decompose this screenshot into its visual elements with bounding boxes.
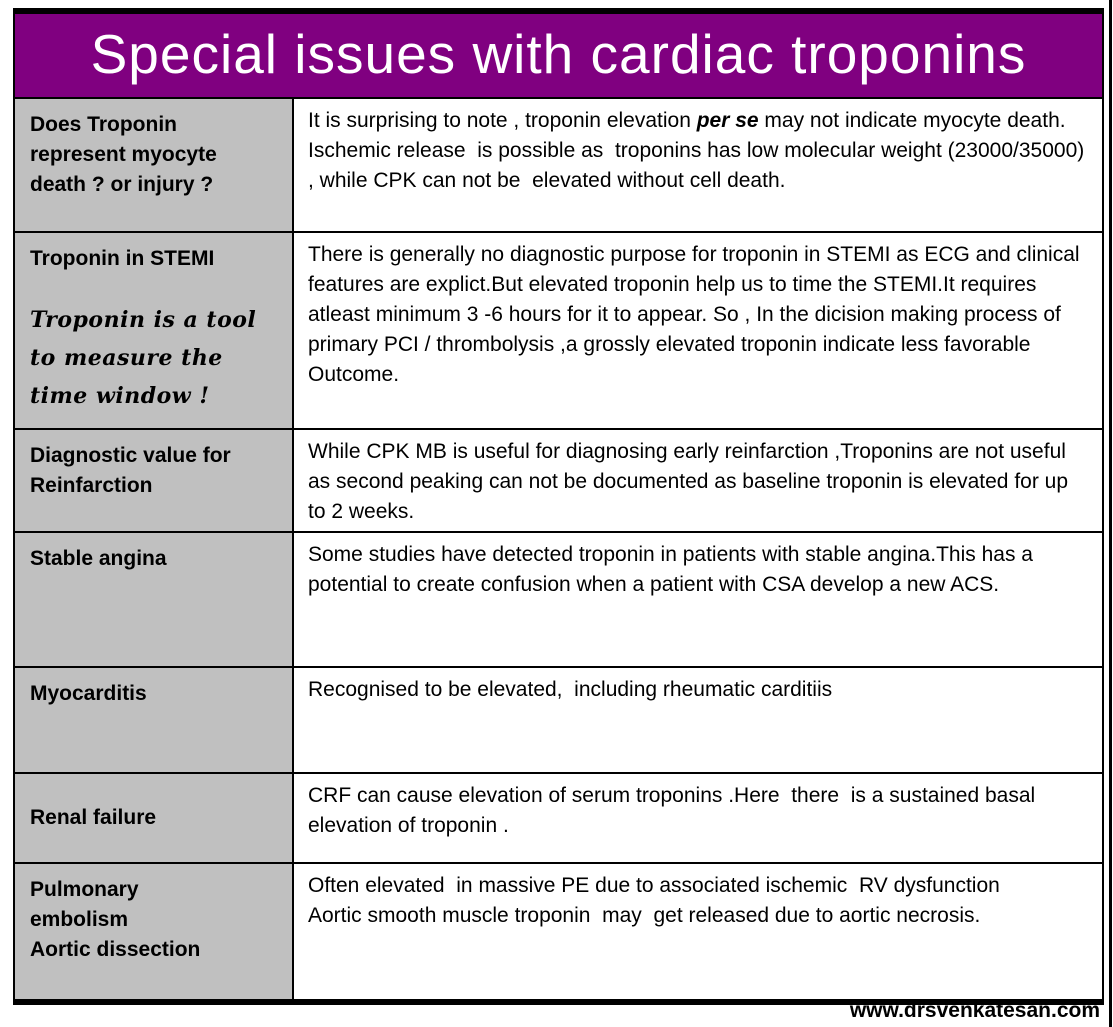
emphasized-text: per se [696,109,759,132]
row-sublabel-line: to measure the [30,345,223,371]
row-label-line: Stable angina [30,547,167,570]
row-description-cell [293,863,1103,1002]
row-description-cell [293,98,1103,232]
row-label-line: Diagnostic value for [30,444,231,467]
troponin-issues-table [13,97,1104,1005]
description-paragraph [308,675,1086,705]
description-text: Aortic smooth muscle troponin may get released due to aortic necrosis. [308,904,981,927]
description-text: Often elevated in massive PE due to associated ischemic RV dysfunction [308,874,1000,897]
row-description-cell [293,429,1103,532]
page-title: Special issues with cardiac troponins [90,22,1027,85]
description-text: It is surprising to note , troponin elevation [308,109,697,132]
description-text: Some studies have detected troponin in patients with stable angina.This has a potential to create confusion when a patient with CSA develop a new ACS. [308,543,1039,596]
description-paragraph [308,781,1086,841]
description-paragraph [308,240,1086,390]
description-text: Recognised to be elevated, including rheumatic carditiis [308,678,833,701]
row-label-line: Does Troponin [30,113,177,136]
row-label-cell [14,532,293,667]
row-label-cell [14,667,293,773]
description-paragraph [308,540,1086,600]
description-text: CRF can cause elevation of serum troponins .Here there is a sustained basal elevation of troponin . [308,784,1047,837]
table-row-troponin-in-stemi [14,232,1103,429]
slide [13,8,1104,1005]
row-label-line: Troponin in STEMI [30,247,215,270]
row-description-cell [293,667,1103,773]
row-description-cell [293,773,1103,863]
row-label-cell [14,863,293,1002]
description-paragraph [308,106,1091,196]
row-label-cell [14,773,293,863]
row-label-line: Reinfarction [30,474,153,497]
row-description-cell [293,232,1103,429]
description-paragraph [308,901,1086,931]
table-row-stable-angina [14,532,1103,667]
description-text: may not indicate myocyte death. Ischemic release is possible as troponins has low molecular weight (23000/35000) , while CPK can not be elevated without cell death. [308,109,1091,192]
row-label-line: death ? or injury ? [30,173,214,196]
website-watermark: www.drsvenkatesan.com [849,999,1100,1022]
table-row-myocarditis [14,667,1103,773]
row-label-line: Aortic dissection [30,938,201,961]
table-row-myocyte-death-or-injury [14,98,1103,232]
row-sublabel-line: Troponin is a tool [30,307,257,333]
description-text: While CPK MB is useful for diagnosing early reinfarction ,Troponins are not useful as second peaking can not be documented as baseline troponin is elevated for up to 2 weeks. [308,440,1074,523]
description-paragraph [308,437,1086,527]
row-label-cell [14,429,293,532]
description-paragraph [308,871,1086,901]
row-label-cell [14,232,293,429]
row-label-cell [14,98,293,232]
page-right-edge-line [1109,0,1112,1027]
row-label-line: embolism [30,908,129,931]
row-description-cell [293,532,1103,667]
table-body [14,98,1103,1002]
table-row-pulmonary-embolism-aortic-dissection [14,863,1103,1002]
row-label-line: Renal failure [30,806,157,829]
table-row-renal-failure [14,773,1103,863]
row-sublabel-line: time window ! [30,383,210,409]
table-row-diagnostic-value-for-reinfarction [14,429,1103,532]
row-label-line: represent myocyte [30,143,217,166]
title-banner [13,8,1104,97]
row-label-line: Myocarditis [30,682,147,705]
row-label-line: Pulmonary [30,878,139,901]
description-text: There is generally no diagnostic purpose for troponin in STEMI as ECG and clinical features are explict.But elevated troponin help us to time the STEMI.It requires atleast minimum 3 -6 hours for it to appear. So , In the dicision making process of primary PCI / thrombolysis ,a grossly elevated troponin indicate less favorable Outcome. [308,243,1086,386]
row-sublabel [30,301,284,415]
